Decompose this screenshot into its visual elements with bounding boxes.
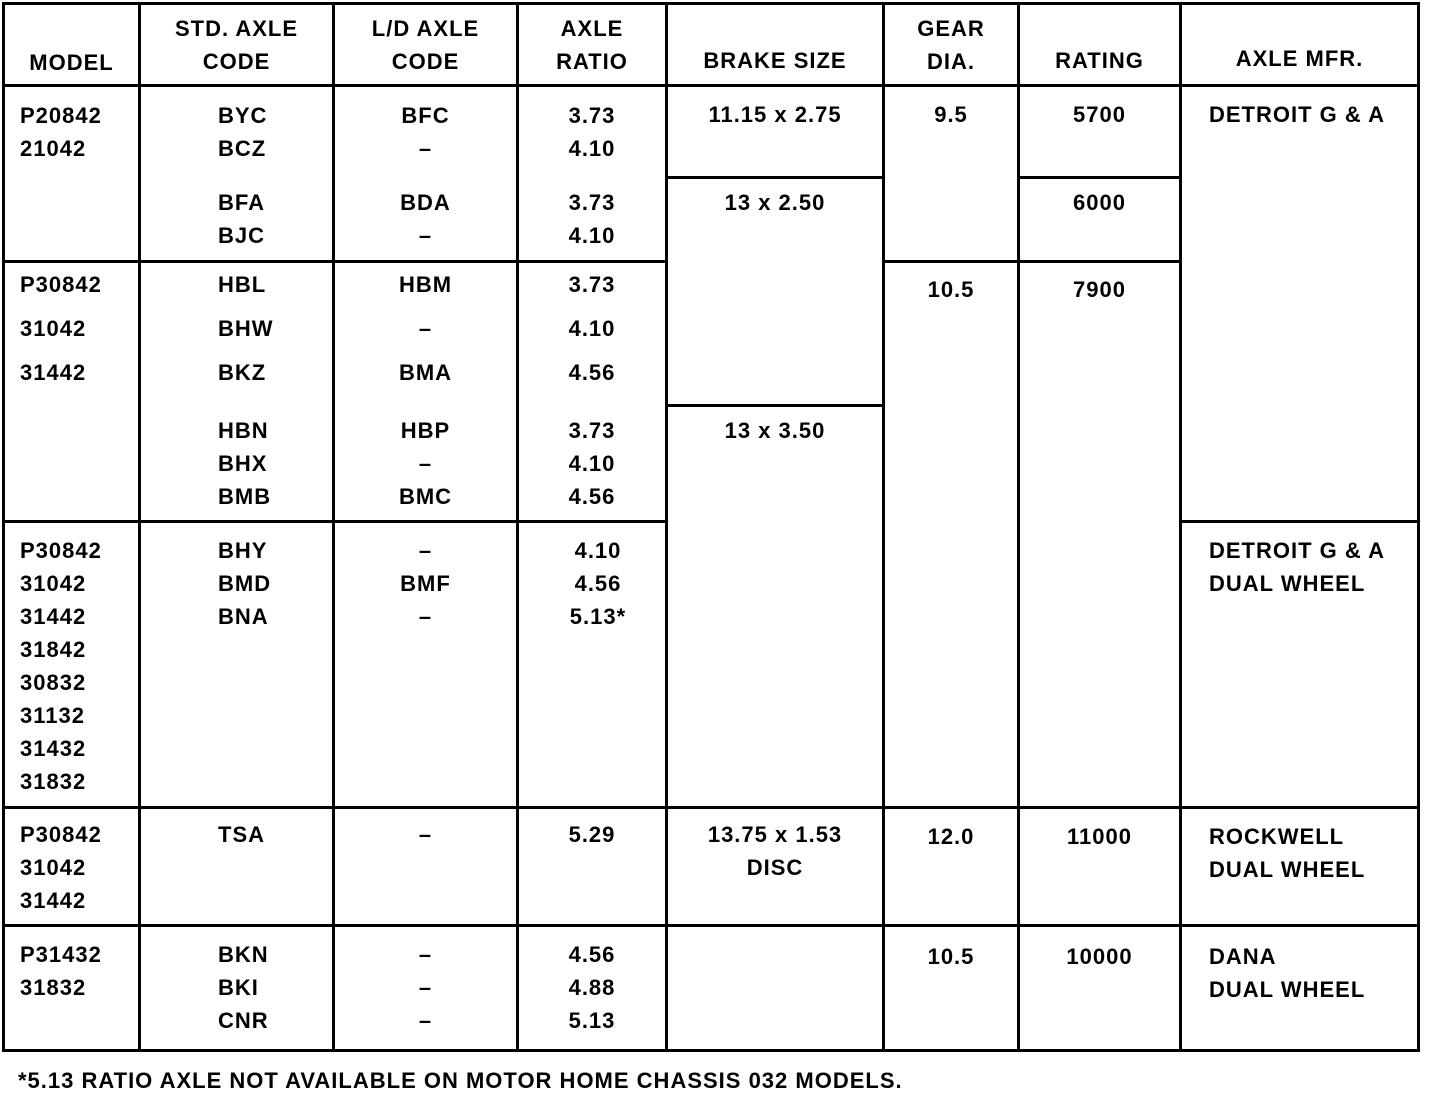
ld-axle-code-cell: – – – [418, 942, 433, 1033]
header-rating: RATING [1055, 48, 1144, 73]
brake-divider [665, 404, 885, 407]
model-cell: P20842 21042 [20, 103, 102, 161]
rating-divider [1017, 176, 1182, 179]
rating-cell: 5700 [1073, 102, 1126, 127]
model-cell: P30842 31042 31442 [20, 822, 102, 913]
gear-dia-cell: 10.5 [927, 277, 975, 302]
column-divider [1179, 2, 1182, 1052]
row-divider [2, 806, 1420, 809]
header-gear-dia: GEAR DIA. [917, 16, 985, 74]
gear-dia-cell: 10.5 [927, 944, 975, 969]
column-divider [882, 2, 885, 1052]
ld-axle-code-cell: HBM – BMA [398, 272, 453, 385]
axle-mfr-cell: DANA DUAL WHEEL [1209, 944, 1366, 1002]
header-axle-mfr: AXLE MFR. [1235, 46, 1364, 71]
brake-size-cell: 11.15 x 2.75 [708, 102, 842, 127]
mfr-divider [1179, 520, 1420, 523]
axle-ratio-cell: 5.29 [568, 822, 616, 847]
std-axle-code-cell: HBN BHX BMB [218, 418, 272, 509]
table-border-left [2, 2, 5, 1052]
header-brake-size: BRAKE SIZE [703, 48, 847, 73]
std-axle-code-cell: TSA [218, 822, 265, 847]
brake-divider [665, 176, 885, 179]
std-axle-code-cell: BYC BCZ [218, 103, 268, 161]
brake-size-cell: 13 x 3.50 [724, 418, 826, 443]
axle-mfr-cell: DETROIT G & A [1209, 102, 1385, 127]
gear-rating-divider [882, 260, 1180, 263]
rating-cell: 7900 [1073, 277, 1126, 302]
header-model: MODEL [29, 50, 114, 75]
rating-cell: 11000 [1067, 824, 1132, 849]
column-divider [138, 2, 141, 1052]
footnote: *5.13 RATIO AXLE NOT AVAILABLE ON MOTOR HOME CHASSIS 032 MODELS. [18, 1068, 903, 1093]
std-axle-code-cell: BKN BKI CNR [218, 942, 269, 1033]
ld-axle-code-cell: – BMF – [400, 538, 451, 629]
row-divider [2, 260, 668, 263]
ld-axle-code-cell: BFC – [401, 103, 450, 161]
row-divider [2, 520, 668, 523]
axle-ratio-cell: 3.73 4.10 [568, 190, 616, 248]
model-cell: P30842 31042 31442 31842 30832 31132 31432 31832 [20, 538, 102, 794]
header-std-axle-code: STD. AXLE CODE [174, 16, 299, 74]
axle-specification-table [2, 2, 1420, 1052]
axle-ratio-cell: 3.73 4.10 4.56 [568, 418, 616, 509]
std-axle-code-cell: BHY BMD BNA [218, 538, 272, 629]
model-cell: P31432 31832 [20, 942, 102, 1000]
brake-size-cell: 13.75 x 1.53 DISC [707, 822, 843, 880]
column-divider [1017, 2, 1020, 1052]
row-divider [2, 924, 1420, 927]
rating-cell: 6000 [1073, 190, 1126, 215]
rating-cell: 10000 [1066, 944, 1133, 969]
column-divider [665, 2, 668, 1052]
header-divider [2, 84, 1420, 87]
gear-dia-cell: 12.0 [927, 824, 975, 849]
axle-ratio-cell: 4.10 4.56 5.13* [569, 538, 627, 629]
axle-ratio-cell: 3.73 4.10 4.56 [568, 272, 616, 385]
axle-mfr-cell: DETROIT G & A DUAL WHEEL [1209, 538, 1385, 596]
axle-mfr-cell: ROCKWELL DUAL WHEEL [1209, 824, 1366, 882]
ld-axle-code-cell: BDA – [400, 190, 451, 248]
table-border-top [2, 2, 1420, 5]
std-axle-code-cell: BFA BJC [218, 190, 266, 248]
table-border-right [1417, 2, 1420, 1052]
std-axle-code-cell: HBL BHW BKZ [218, 272, 274, 385]
brake-size-cell: 13 x 2.50 [724, 190, 826, 215]
ld-axle-code-cell: HBP – BMC [398, 418, 453, 509]
gear-dia-cell: 9.5 [934, 102, 968, 127]
header-ld-axle-code: L/D AXLE CODE [371, 16, 480, 74]
header-axle-ratio: AXLE RATIO [556, 16, 628, 74]
axle-ratio-cell: 3.73 4.10 [568, 103, 616, 161]
model-cell: P30842 31042 31442 [20, 272, 102, 385]
table-border-bottom [2, 1049, 1420, 1052]
axle-ratio-cell: 4.56 4.88 5.13 [568, 942, 616, 1033]
ld-axle-code-cell: – [418, 822, 433, 847]
